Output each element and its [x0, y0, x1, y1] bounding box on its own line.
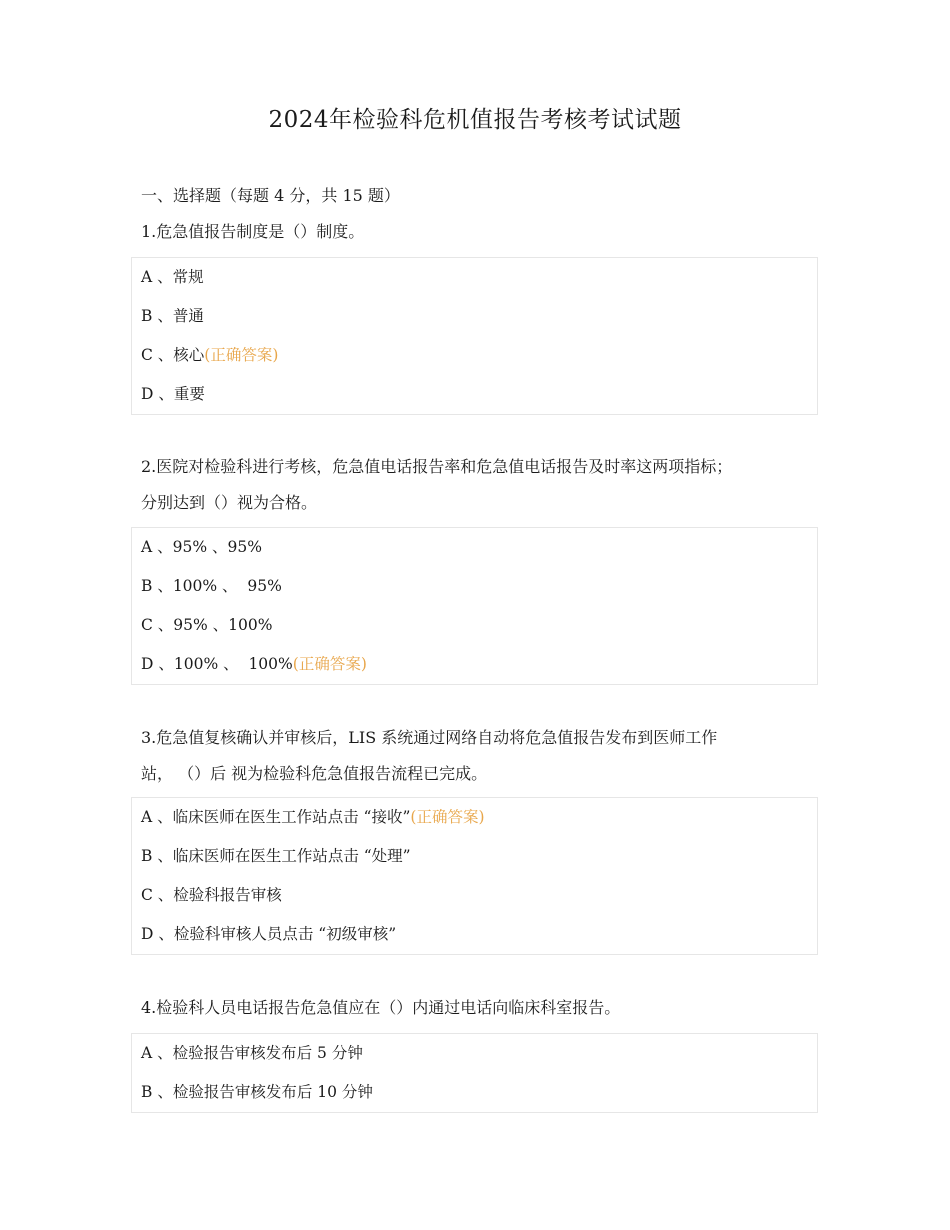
question-3-line-2: 站， （）后 视为检验科危急值报告流程已完成。	[141, 764, 488, 783]
option-3a[interactable]	[132, 798, 817, 837]
option-label: B 、临床医师在医生工作站点击 “处理”	[141, 847, 411, 865]
question-3-text	[141, 720, 816, 792]
question-1-line: 1.危急值报告制度是（）制度。	[141, 222, 365, 241]
option-2b[interactable]	[132, 567, 817, 606]
option-2a[interactable]	[132, 528, 817, 567]
option-2d[interactable]	[132, 645, 817, 684]
question-4-line: 4.检验科人员电话报告危急值应在（）内通过电话向临床科室报告。	[141, 998, 621, 1017]
option-label: A 、常规	[141, 268, 204, 286]
option-label: C 、检验科报告审核	[141, 886, 282, 904]
option-label: B 、普通	[141, 307, 204, 325]
question-4-text	[141, 990, 816, 1026]
correct-answer-tag: (正确答案)	[410, 808, 485, 826]
question-2-line-1: 2.医院对检验科进行考核，危急值电话报告率和危急值电话报告及时率这两项指标；	[141, 457, 733, 476]
section-heading: 一、选择题（每题 4 分，共 15 题）	[141, 186, 400, 205]
option-1a[interactable]	[132, 258, 817, 297]
correct-answer-tag: (正确答案)	[204, 346, 279, 364]
question-2-text	[141, 449, 816, 521]
option-label: C 、95% 、100%	[141, 616, 273, 634]
option-label: A 、95% 、95%	[141, 538, 262, 556]
option-4b[interactable]	[132, 1073, 817, 1112]
option-label: B 、100% 、 95%	[141, 577, 282, 595]
option-label: D 、重要	[141, 385, 205, 403]
option-1c[interactable]	[132, 336, 817, 375]
question-2-options	[131, 527, 818, 685]
question-3-line-1: 3.危急值复核确认并审核后，LIS 系统通过网络自动将危急值报告发布到医师工作	[141, 728, 718, 747]
question-4-options	[131, 1033, 818, 1113]
option-label: B 、检验报告审核发布后 10 分钟	[141, 1083, 373, 1101]
question-3-options	[131, 797, 818, 955]
option-3b[interactable]	[132, 837, 817, 876]
question-1-text	[141, 214, 816, 250]
option-label: D 、检验科审核人员点击 “初级审核”	[141, 925, 397, 943]
option-1d[interactable]	[132, 375, 817, 414]
option-label: C 、核心	[141, 346, 205, 364]
option-1b[interactable]	[132, 297, 817, 336]
question-2-line-2: 分别达到（）视为合格。	[141, 493, 318, 512]
option-label: A 、临床医师在医生工作站点击 “接收”	[141, 808, 411, 826]
question-1-options	[131, 257, 818, 415]
option-label: D 、100% 、 100%	[141, 655, 293, 673]
document-title: 2024年检验科危机值报告考核考试试题	[268, 107, 682, 133]
option-3d[interactable]	[132, 915, 817, 954]
option-3c[interactable]	[132, 876, 817, 915]
option-label: A 、检验报告审核发布后 5 分钟	[141, 1044, 363, 1062]
option-2c[interactable]	[132, 606, 817, 645]
correct-answer-tag: (正确答案)	[292, 655, 367, 673]
option-4a[interactable]	[132, 1034, 817, 1073]
